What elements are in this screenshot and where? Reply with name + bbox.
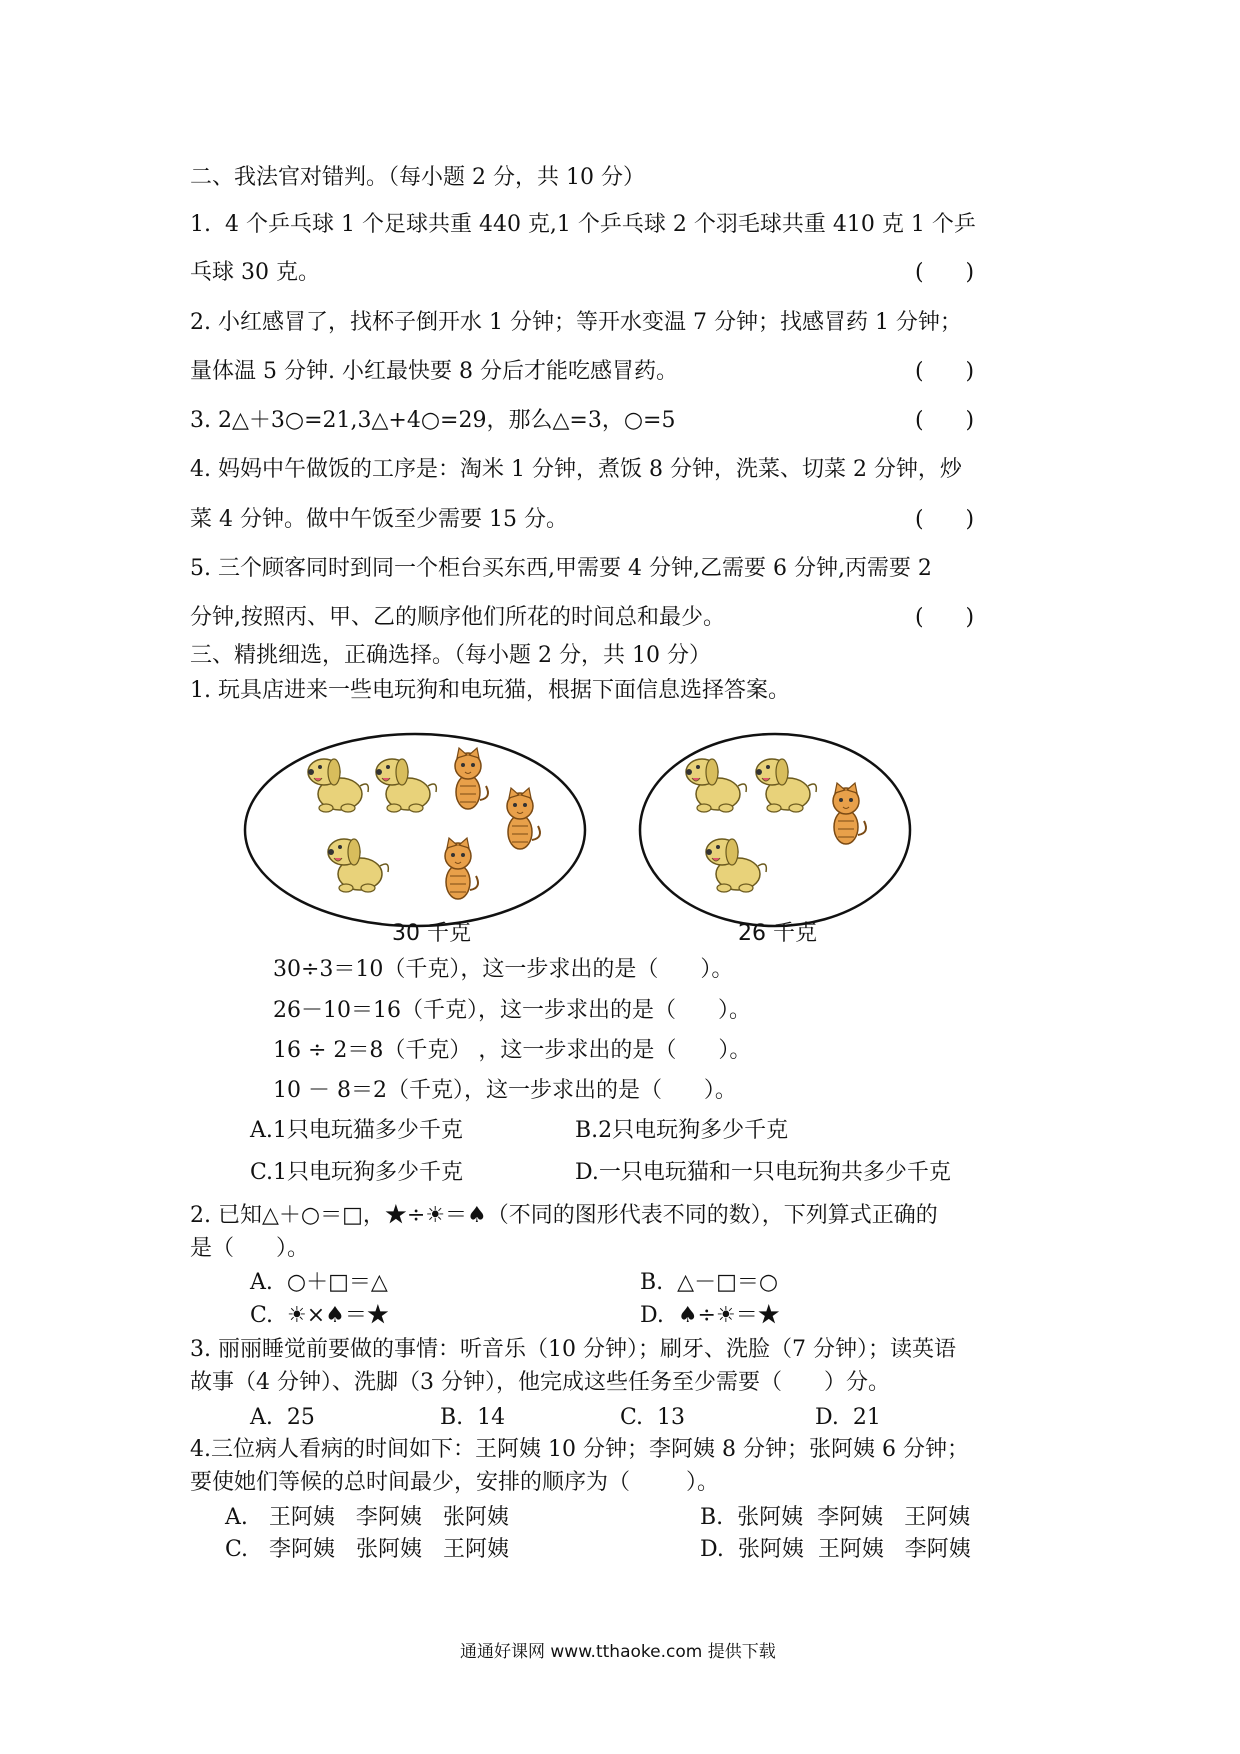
q3-3-line1: 3. 丽丽睡觉前要做的事情：听音乐（10 分钟）；刷牙、洗脸（7 分钟）；读英语	[190, 1337, 956, 1362]
section2-heading: 二、我法官对错判。（每小题 2 分，共 10 分）	[190, 165, 645, 190]
q3-3-option-c[interactable]: C. 13	[620, 1405, 686, 1430]
q3-1-option-a[interactable]: A.1只电玩猫多少千克	[250, 1118, 463, 1143]
cat-icon	[507, 788, 540, 849]
q2-2-line1: 2. 小红感冒了，找杯子倒开水 1 分钟；等开水变温 7 分钟；找感冒药 1 分钟；	[190, 310, 962, 335]
q3-2-option-d[interactable]: D. ♠÷☀＝★	[640, 1303, 780, 1328]
group2-weight-label: 26 千克	[738, 921, 817, 946]
q3-1-option-b[interactable]: B.2只电玩狗多少千克	[575, 1118, 789, 1143]
q3-2-option-a[interactable]: A. ○＋□＝△	[250, 1270, 388, 1295]
q3-1-text: 1. 玩具店进来一些电玩狗和电玩猫，根据下面信息选择答案。	[190, 678, 790, 703]
cat-icon	[445, 838, 478, 899]
q3-4-option-b[interactable]: B. 张阿姨 李阿姨 王阿姨	[700, 1505, 971, 1530]
q2-5-answer-blank[interactable]: ( )	[915, 605, 975, 630]
q3-3-option-b[interactable]: B. 14	[440, 1405, 506, 1430]
q2-5-line2: 分钟,按照丙、甲、乙的顺序他们所花的时间总和最少。	[190, 605, 725, 630]
q3-2-option-c[interactable]: C. ☀×♠＝★	[250, 1303, 389, 1328]
q2-4-line1: 4. 妈妈中午做饭的工序是：淘米 1 分钟，煮饭 8 分钟，洗菜、切菜 2 分钟，炒	[190, 457, 962, 482]
group1-oval	[245, 734, 585, 926]
q3-1-step-1: 30÷3＝10（千克），这一步求出的是（ ）。	[273, 957, 734, 982]
dog-icon	[686, 759, 746, 812]
q3-4-line1: 4.三位病人看病的时间如下：王阿姨 10 分钟；李阿姨 8 分钟；张阿姨 6 分钟；	[190, 1437, 969, 1462]
q3-2-line1: 2. 已知△＋○＝□，★÷☀＝♠（不同的图形代表不同的数），下列算式正确的	[190, 1203, 938, 1228]
pets-illustration	[240, 730, 920, 945]
q2-1-line1: 1. 4 个乒乓球 1 个足球共重 440 克,1 个乒乓球 2 个羽毛球共重 410 克 1 个乒	[190, 212, 976, 237]
cat-icon	[455, 748, 488, 809]
cat-icon	[833, 783, 866, 844]
q2-4-answer-blank[interactable]: ( )	[915, 507, 975, 532]
q3-1-step-4: 10 － 8＝2（千克），这一步求出的是（ ）。	[273, 1078, 737, 1103]
dog-icon	[756, 759, 816, 812]
q3-4-option-a[interactable]: A. 王阿姨 李阿姨 张阿姨	[225, 1505, 509, 1530]
section3-heading: 三、精挑细选，正确选择。（每小题 2 分，共 10 分）	[190, 643, 711, 668]
q3-4-line2: 要使她们等候的总时间最少，安排的顺序为（ ）。	[190, 1470, 719, 1495]
q2-3-line1: 3. 2△＋3○=21,3△+4○=29，那么△=3，○=5	[190, 408, 676, 433]
q2-2-answer-blank[interactable]: ( )	[915, 359, 975, 384]
q3-1-step-2: 26－10＝16（千克），这一步求出的是（ ）。	[273, 998, 751, 1023]
q3-4-option-d[interactable]: D. 张阿姨 王阿姨 李阿姨	[700, 1537, 971, 1562]
dog-icon	[706, 839, 766, 892]
q3-2-line2: 是（ ）。	[190, 1236, 309, 1261]
dog-icon	[376, 759, 436, 812]
q3-4-option-c[interactable]: C. 李阿姨 张阿姨 王阿姨	[225, 1537, 509, 1562]
q3-3-line2: 故事（4 分钟）、洗脚（3 分钟），他完成这些任务至少需要（ ）分。	[190, 1370, 890, 1395]
q3-1-step-3: 16 ÷ 2＝8（千克） ，这一步求出的是（ ）。	[273, 1038, 752, 1063]
dog-icon	[328, 839, 388, 892]
q3-1-option-c[interactable]: C.1只电玩狗多少千克	[250, 1160, 464, 1185]
group1-weight-label: 30 千克	[392, 921, 471, 946]
q2-1-line2: 乓球 30 克。	[190, 260, 320, 285]
dog-icon	[308, 759, 368, 812]
q2-3-answer-blank[interactable]: ( )	[915, 408, 975, 433]
q3-2-option-b[interactable]: B. △－□＝○	[640, 1270, 779, 1295]
q2-2-line2: 量体温 5 分钟. 小红最快要 8 分后才能吃感冒药。	[190, 359, 678, 384]
q2-1-answer-blank[interactable]: ( )	[915, 260, 975, 285]
q2-5-line1: 5. 三个顾客同时到同一个柜台买东西,甲需要 4 分钟,乙需要 6 分钟,丙需要 2	[190, 556, 932, 581]
q2-4-line2: 菜 4 分钟。做中午饭至少需要 15 分。	[190, 507, 568, 532]
q3-1-option-d[interactable]: D.一只电玩猫和一只电玩狗共多少千克	[575, 1160, 951, 1185]
q3-3-option-d[interactable]: D. 21	[815, 1405, 881, 1430]
q3-3-option-a[interactable]: A. 25	[250, 1405, 315, 1430]
footer-credit: 通通好课网 www.tthaoke.com 提供下载	[460, 1642, 776, 1662]
